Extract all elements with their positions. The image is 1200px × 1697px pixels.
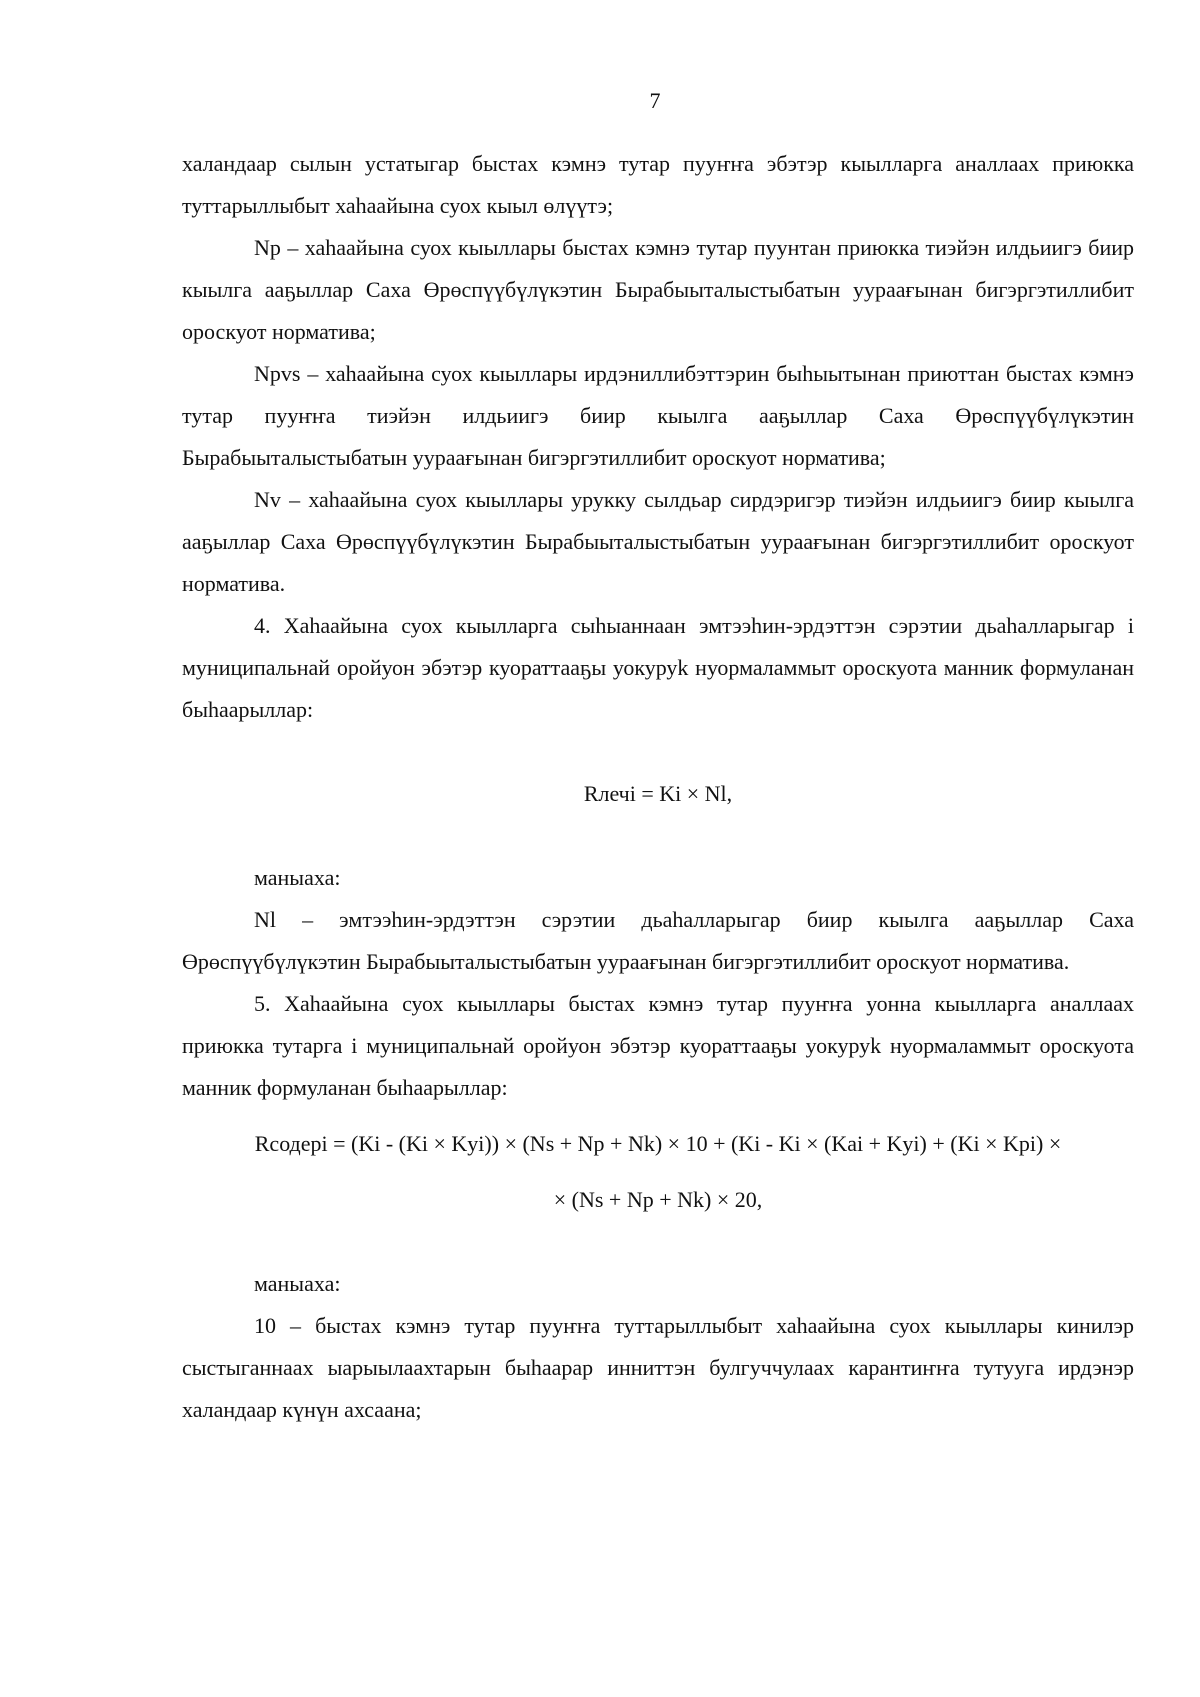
document-body — [182, 143, 1134, 1431]
paragraph-5: 5. Хаһаайына суох кыыллары быстах кэмнэ тутар пууҥҥа уонна кыылларга аналлаах приюкка тутарга i муниципальнай оройуон эбэтэр куораттааҕы уокуруk нуормаламмыт ороскуота манник формуланан быһаарыллар: — [182, 991, 1134, 1100]
paragraph-nl: Nl – эмтээһин-эрдэттэн сэрэтии дьаһалларыгар биир кыылга ааҕыллар Саха Өрөспүүбүлүкэтин Бырабыыталыстыбатын уураағынан бигэргэтиллибит ороскуот норматива. — [182, 907, 1134, 974]
paragraph-np: Np – хаһаайына суох кыыллары быстах кэмнэ тутар пуунтан приюкка тиэйэн илдьиигэ биир кыылга ааҕыллар Саха Өрөспүүбүлүкэтин Бырабыыталыстыбатын уураағынан бигэргэтиллибит ороскуот норматива; — [182, 235, 1134, 344]
paragraph-nv: Nv – хаһаайына суох кыыллары урукку сылдьар сирдэригэр тиэйэн илдьиигэ биир кыылга ааҕыллар Саха Өрөспүүбүлүкэтин Бырабыыталыстыбатын уураағынан бигэргэтиллибит ороскуот норматива. — [182, 487, 1134, 596]
formula-rsoder-line1: Rсодерi = (Ki - (Ki × Kуi)) × (Ns + Np + Nk) × 10 + (Ki - Ki × (Kai + Kуi) + (Ki × Kpi) × — [254, 1131, 1062, 1156]
paragraph-4: 4. Хаһаайына суох кыылларга сыһыаннаан эмтээһин-эрдэттэн сэрэтии дьаһалларыгар i муниципальнай оройуон эбэтэр куораттааҕы уокуруk нуормаламмыт ороскуота манник формуланан быһаарыллар: — [182, 613, 1134, 722]
paragraph-10: 10 – быстах кэмнэ тутар пууҥҥа туттарыллыбыт хаһаайына суох кыыллары кинилэр сыстыганнаах ыарыылаахтарын быһаарар инниттэн булгуччулаах карантиҥҥа тутууга ирдэнэр халандаар күнүн ахсаана; — [182, 1313, 1134, 1422]
paragraph-continuation: халандаар сылын устатыгар быстах кэмнэ тутар пууҥҥа эбэтэр кыылларга аналлаах приюкка туттарыллыбыт хаһаайына суох кыыл өлүүтэ; — [182, 151, 1134, 218]
page-number: 7 — [649, 88, 661, 113]
where-label-1: маныаха: — [254, 865, 341, 890]
paragraph-npvs: Npvs – хаһаайына суох кыыллары ирдэниллибэттэрин быһыытынан приюттан быстах кэмнэ тутар пууҥҥа тиэйэн илдьиигэ биир кыылга ааҕыллар Саха Өрөспүүбүлүкэтин Бырабыыталыстыбатын уураағынан бигэргэтиллибит ороскуот норматива; — [182, 361, 1134, 470]
formula-rlech: Rлечi = Ki × Nl, — [583, 781, 733, 806]
where-label-2: маныаха: — [254, 1271, 341, 1296]
formula-rsoder-line2: × (Ns + Np + Nk) × 20, — [553, 1187, 763, 1212]
